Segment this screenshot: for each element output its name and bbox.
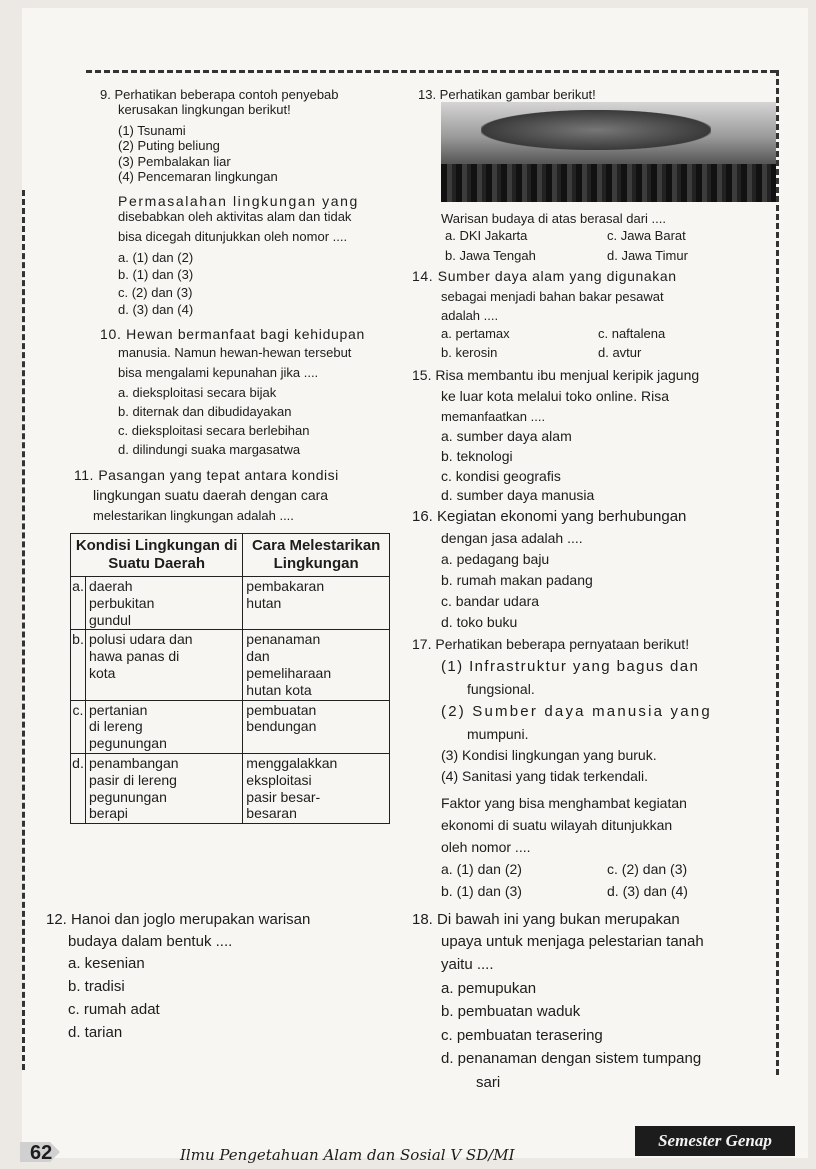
row-letter: c. bbox=[71, 700, 86, 753]
q17-ask-line1: Faktor yang bisa menghambat kegiatan bbox=[441, 795, 687, 811]
q9-option[interactable]: c. (2) dan (3) bbox=[118, 285, 193, 300]
q9-option[interactable]: d. (3) dan (4) bbox=[118, 302, 194, 317]
q10-option[interactable]: c. dieksploitasi secara berlebihan bbox=[118, 423, 310, 438]
q14-stem-line2: sebagai menjadi bahan bakar pesawat bbox=[441, 289, 664, 304]
q9-item: (4) Pencemaran lingkungan bbox=[118, 169, 278, 184]
q17-item: (1) Infrastruktur yang bagus dan bbox=[441, 658, 700, 675]
q15-stem-line2: ke luar kota melalui toko online. Risa bbox=[441, 388, 670, 404]
q13-stem: 13. Perhatikan gambar berikut! bbox=[418, 87, 596, 102]
q9-item: (3) Pembalakan liar bbox=[118, 154, 231, 169]
row-cara: penanaman dan pemeliharaan hutan kota bbox=[243, 630, 390, 700]
q10-stem-line3: bisa mengalami kepunahan jika .... bbox=[118, 365, 319, 380]
q17-item: (3) Kondisi lingkungan yang buruk. bbox=[441, 747, 657, 763]
crowd-shape bbox=[441, 164, 776, 202]
q17-item: (2) Sumber daya manusia yang bbox=[441, 703, 712, 720]
row-letter: d. bbox=[71, 753, 86, 823]
q14-option[interactable]: d. avtur bbox=[598, 345, 642, 360]
q16-stem-line2: dengan jasa adalah .... bbox=[441, 530, 583, 546]
joglo-photo bbox=[441, 102, 776, 202]
q9-ask-line2: disebabkan oleh aktivitas alam dan tidak bbox=[118, 209, 352, 224]
table-header-cara: Cara Melestarikan Lingkungan bbox=[243, 534, 390, 577]
q10-option[interactable]: a. dieksploitasi secara bijak bbox=[118, 385, 277, 400]
table-row[interactable] bbox=[71, 630, 390, 700]
q18-option[interactable]: d. penanaman dengan sistem tumpang bbox=[441, 1050, 702, 1067]
q13-option[interactable]: d. Jawa Timur bbox=[607, 248, 688, 263]
row-cara: menggalakkan eksploitasi pasir besar- besaran bbox=[243, 753, 390, 823]
row-kondisi: polusi udara dan hawa panas di kota bbox=[86, 630, 243, 700]
q10-stem-line2: manusia. Namun hewan-hewan tersebut bbox=[118, 345, 352, 360]
q14-stem-line1: 14. Sumber daya alam yang digunakan bbox=[412, 268, 677, 284]
q16-option[interactable]: b. rumah makan padang bbox=[441, 572, 593, 588]
q9-option[interactable]: b. (1) dan (3) bbox=[118, 267, 194, 282]
q10-option[interactable]: d. dilindungi suaka margasatwa bbox=[118, 442, 301, 457]
q12-option[interactable]: b. tradisi bbox=[68, 978, 125, 995]
q14-option[interactable]: b. kerosin bbox=[441, 345, 498, 360]
q16-option[interactable]: d. toko buku bbox=[441, 614, 518, 630]
q17-ask-line2: ekonomi di suatu wilayah ditunjukkan bbox=[441, 817, 673, 833]
q13-caption: Warisan budaya di atas berasal dari .... bbox=[441, 211, 666, 226]
q17-option[interactable]: c. (2) dan (3) bbox=[607, 861, 688, 877]
q18-stem-line3: yaitu .... bbox=[441, 956, 494, 973]
q16-option[interactable]: a. pedagang baju bbox=[441, 551, 550, 567]
q11-stem-line2: lingkungan suatu daerah dengan cara bbox=[93, 487, 329, 503]
q12-option[interactable]: d. tarian bbox=[68, 1024, 123, 1041]
q13-option[interactable]: b. Jawa Tengah bbox=[445, 248, 536, 263]
q9-stem-line1: 9. Perhatikan beberapa contoh penyebab bbox=[100, 87, 339, 102]
q17-option[interactable]: d. (3) dan (4) bbox=[607, 883, 688, 899]
q12-stem-line1: 12. Hanoi dan joglo merupakan warisan bbox=[46, 911, 311, 928]
row-kondisi: penambangan pasir di lereng pegunungan berapi bbox=[86, 753, 243, 823]
dashed-border-top bbox=[86, 70, 776, 73]
q10-stem-line1: 10. Hewan bermanfaat bagi kehidupan bbox=[100, 326, 366, 342]
dashed-border-right bbox=[776, 70, 779, 1075]
q17-option[interactable]: b. (1) dan (3) bbox=[441, 883, 522, 899]
row-kondisi: pertanian di lereng pegunungan bbox=[86, 700, 243, 753]
q15-stem-line3: memanfaatkan .... bbox=[441, 409, 546, 424]
q10-option[interactable]: b. diternak dan dibudidayakan bbox=[118, 404, 292, 419]
row-cara: pembakaran hutan bbox=[243, 577, 390, 630]
row-letter: a. bbox=[71, 577, 86, 630]
q12-option[interactable]: a. kesenian bbox=[68, 955, 145, 972]
q17-item: (4) Sanitasi yang tidak terkendali. bbox=[441, 768, 648, 784]
q17-option[interactable]: a. (1) dan (2) bbox=[441, 861, 522, 877]
q14-option[interactable]: c. naftalena bbox=[598, 326, 666, 341]
book-title: Ilmu Pengetahuan Alam dan Sosial V SD/MI bbox=[180, 1146, 515, 1164]
q15-stem-line1: 15. Risa membantu ibu menjual keripik jagung bbox=[412, 367, 700, 383]
q18-option[interactable]: b. pembuatan waduk bbox=[441, 1003, 581, 1020]
q18-stem-line2: upaya untuk menjaga pelestarian tanah bbox=[441, 933, 704, 950]
q17-stem: 17. Perhatikan beberapa pernyataan berikut! bbox=[412, 636, 690, 652]
q11-table bbox=[70, 533, 390, 824]
row-letter: b. bbox=[71, 630, 86, 700]
q15-option[interactable]: a. sumber daya alam bbox=[441, 428, 572, 444]
q13-option[interactable]: a. DKI Jakarta bbox=[445, 228, 528, 243]
q13-option[interactable]: c. Jawa Barat bbox=[607, 228, 686, 243]
q15-option[interactable]: b. teknologi bbox=[441, 448, 513, 464]
q11-stem-line1: 11. Pasangan yang tepat antara kondisi bbox=[74, 467, 339, 483]
q12-option[interactable]: c. rumah adat bbox=[68, 1001, 160, 1018]
semester-badge: Semester Genap bbox=[635, 1126, 795, 1156]
q9-option[interactable]: a. (1) dan (2) bbox=[118, 250, 194, 265]
q14-option[interactable]: a. pertamax bbox=[441, 326, 510, 341]
q17-ask-line3: oleh nomor .... bbox=[441, 839, 531, 855]
q9-item: (2) Puting beliung bbox=[118, 138, 220, 153]
row-kondisi: daerah perbukitan gundul bbox=[86, 577, 243, 630]
page-number: 62 bbox=[30, 1142, 53, 1164]
q18-stem-line1: 18. Di bawah ini yang bukan merupakan bbox=[412, 911, 680, 928]
q18-option[interactable]: c. pembuatan terasering bbox=[441, 1027, 603, 1044]
q14-stem-line3: adalah .... bbox=[441, 308, 499, 323]
q18-option-cont: sari bbox=[476, 1074, 501, 1091]
table-row[interactable] bbox=[71, 753, 390, 823]
table-header-kondisi: Kondisi Lingkungan di Suatu Daerah bbox=[71, 534, 243, 577]
row-cara: pembuatan bendungan bbox=[243, 700, 390, 753]
table-row[interactable] bbox=[71, 577, 390, 630]
table-row[interactable] bbox=[71, 700, 390, 753]
q9-stem-line2: kerusakan lingkungan berikut! bbox=[118, 102, 291, 117]
q11-stem-line3: melestarikan lingkungan adalah .... bbox=[93, 508, 294, 523]
roof-shape bbox=[481, 110, 711, 150]
q17-item: fungsional. bbox=[467, 681, 535, 697]
q17-item: mumpuni. bbox=[467, 726, 529, 742]
q9-ask-line3: bisa dicegah ditunjukkan oleh nomor .... bbox=[118, 229, 348, 244]
dashed-border-left bbox=[22, 190, 25, 1070]
q15-option[interactable]: c. kondisi geografis bbox=[441, 468, 561, 484]
q9-item: (1) Tsunami bbox=[118, 123, 186, 138]
q9-ask-line1: Permasalahan lingkungan yang bbox=[118, 193, 359, 209]
q16-option[interactable]: c. bandar udara bbox=[441, 593, 540, 609]
q16-stem-line1: 16. Kegiatan ekonomi yang berhubungan bbox=[412, 508, 687, 525]
q12-stem-line2: budaya dalam bentuk .... bbox=[68, 933, 233, 950]
q18-option[interactable]: a. pemupukan bbox=[441, 980, 537, 997]
q15-option[interactable]: d. sumber daya manusia bbox=[441, 487, 595, 503]
